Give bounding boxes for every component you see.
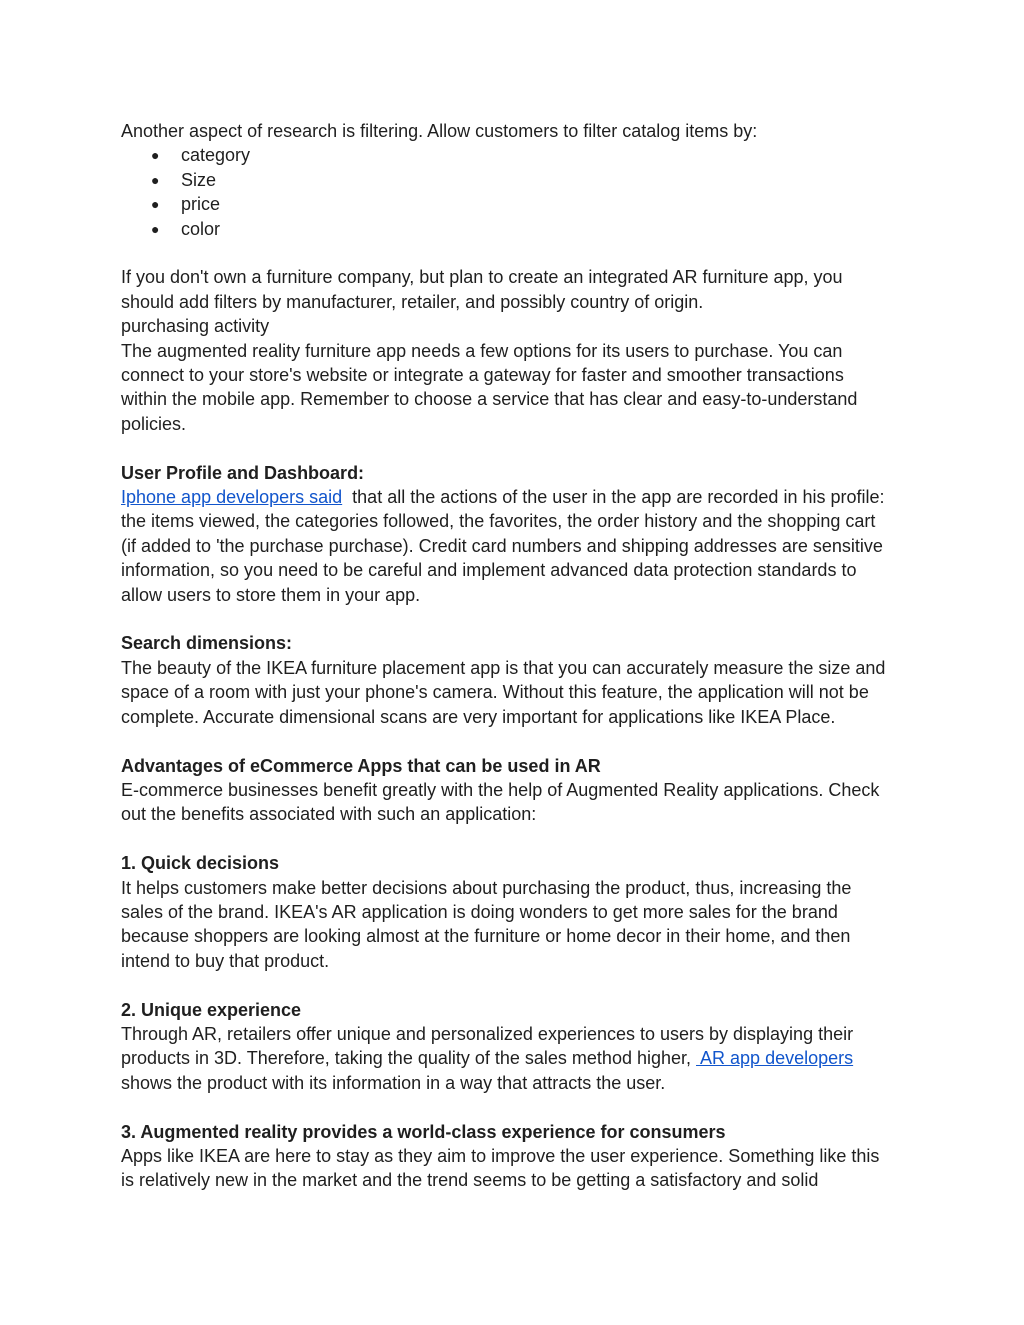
filter-label: category	[181, 145, 251, 166]
filter-label: price	[181, 194, 221, 215]
paragraph-line: because shoppers are looking almost at the furniture or home decor in their home, and then	[121, 926, 851, 947]
paragraph-line	[121, 1046, 921, 1070]
filter-item-size	[121, 168, 921, 192]
bullet-icon: ●	[151, 147, 160, 164]
ar-app-developers-link[interactable]: AR app developers	[696, 1048, 854, 1069]
paragraph-line: policies.	[121, 413, 187, 434]
paragraph-text: products in 3D. Therefore, taking the quality of the sales method higher,	[121, 1048, 697, 1069]
intro-text: Another aspect of research is filtering. Allow customers to filter catalog items by:	[121, 121, 758, 141]
paragraph-line: intend to buy that product.	[121, 950, 330, 971]
search-heading: Search dimensions:	[121, 633, 293, 654]
spacer	[121, 973, 921, 997]
spacer	[121, 827, 921, 851]
profile-heading: User Profile and Dashboard:	[121, 462, 365, 483]
filter-item-price	[121, 192, 921, 216]
paragraph-line: The beauty of the IKEA furniture placement app is that you can accurately measure the size and	[121, 657, 886, 678]
spacer	[121, 1095, 921, 1119]
spacer	[121, 436, 921, 460]
quick-decisions-heading: 1. Quick decisions	[121, 853, 280, 874]
paragraph-line: connect to your store's website or integrate a gateway for faster and smoother transactions	[121, 365, 844, 386]
spacer	[121, 607, 921, 631]
filter-item-category	[121, 143, 921, 167]
paragraph-line: should add filters by manufacturer, retailer, and possibly country of origin.	[121, 291, 704, 312]
paragraph-line: If you don't own a furniture company, but plan to create an integrated AR furniture app, you	[121, 267, 843, 288]
iphone-app-developers-link[interactable]: Iphone app developers said	[121, 487, 343, 508]
bullet-icon: ●	[151, 196, 160, 213]
spacer	[121, 729, 921, 753]
paragraph-line: It helps customers make better decisions about purchasing the product, thus, increasing the	[121, 877, 852, 898]
paragraph-line: out the benefits associated with such an application:	[121, 804, 537, 825]
paragraph-line: The augmented reality furniture app needs a few options for its users to purchase. You can	[121, 340, 843, 361]
filter-label: color	[181, 218, 221, 239]
filter-item-color	[121, 217, 921, 241]
filter-label: Size	[181, 169, 217, 190]
paragraph-line: is relatively new in the market and the trend seems to be getting a satisfactory and solid	[121, 1170, 819, 1191]
paragraph-line	[121, 485, 921, 509]
bullet-icon: ●	[151, 171, 160, 188]
document-page	[121, 119, 921, 1193]
bullet-icon: ●	[151, 220, 160, 237]
world-class-heading: 3. Augmented reality provides a world-class experience for consumers	[121, 1121, 726, 1142]
paragraph-line: Through AR, retailers offer unique and personalized experiences to users by displaying their	[121, 1023, 854, 1044]
spacer	[121, 241, 921, 265]
purchasing-heading: purchasing activity	[121, 316, 270, 337]
paragraph-line: Apps like IKEA are here to stay as they aim to improve the user experience. Something like this	[121, 1145, 880, 1166]
advantages-heading: Advantages of eCommerce Apps that can be used in AR	[121, 755, 601, 776]
paragraph-line: space of a room with just your phone's camera. Without this feature, the application will not be	[121, 682, 869, 703]
paragraph-line: within the mobile app. Remember to choose a service that has clear and easy-to-understand	[121, 389, 858, 410]
paragraph-line: sales of the brand. IKEA's AR application is doing wonders to get more sales for the brand	[121, 901, 838, 922]
paragraph-text: that all the actions of the user in the app are recorded in his profile:	[342, 487, 885, 508]
paragraph-line: complete. Accurate dimensional scans are very important for applications like IKEA Place.	[121, 706, 836, 727]
paragraph-line: E-commerce businesses benefit greatly with the help of Augmented Reality applications. Check	[121, 779, 880, 800]
unique-experience-heading: 2. Unique experience	[121, 999, 302, 1020]
paragraph-line: (if added to 'the purchase purchase). Credit card numbers and shipping addresses are sensitive	[121, 535, 883, 556]
paragraph-line: allow users to store them in your app.	[121, 584, 421, 605]
paragraph-line: shows the product with its information in a way that attracts the user.	[121, 1072, 666, 1093]
paragraph-line: the items viewed, the categories followed, the favorites, the order history and the shopping cart	[121, 511, 876, 532]
paragraph-line: information, so you need to be careful and implement advanced data protection standards to	[121, 560, 857, 581]
